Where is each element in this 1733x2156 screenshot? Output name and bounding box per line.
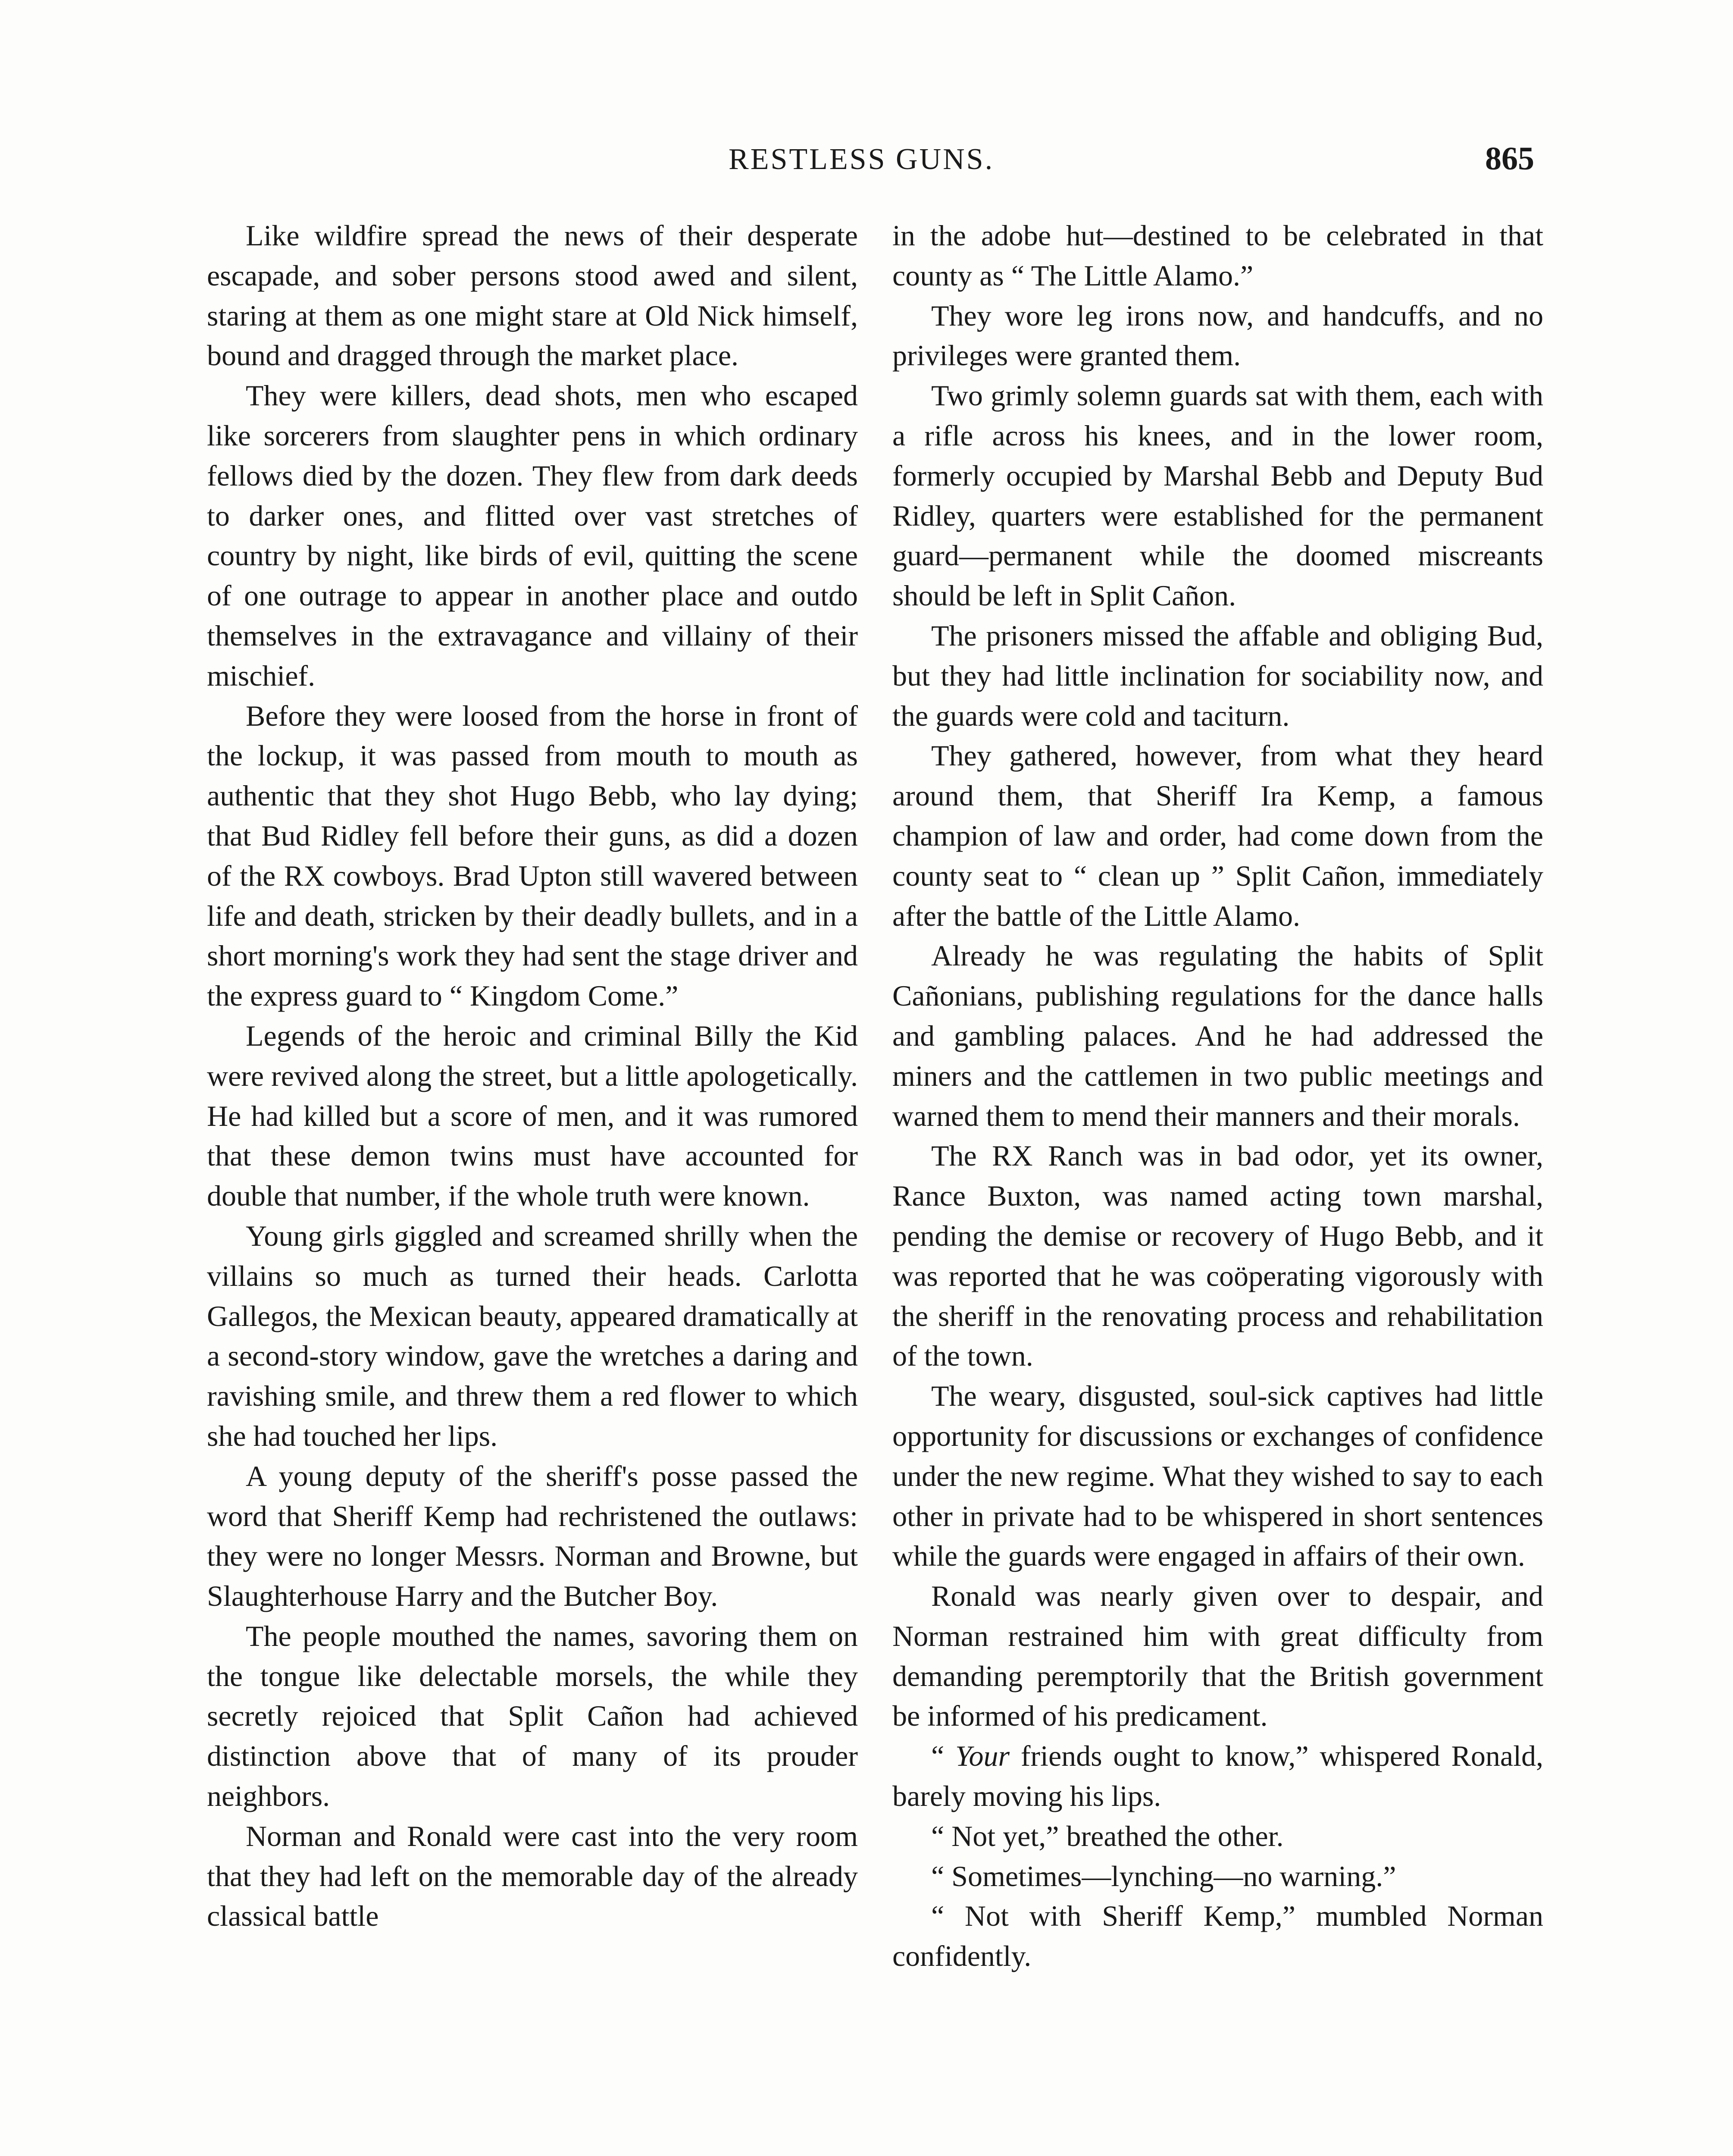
paragraph: Already he was regulating the habits of Split Cañonians, publishing regulations for the dance halls and gambling palaces. And he had addressed the miners and the cattlemen in two public meetings and warned them to mend their manners and their morals. <box>892 939 1543 1132</box>
paragraph: The people mouthed the names, savoring them on the tongue like delectable morsels, the while they secretly rejoiced that Split Cañon had achieved distinction above that of many of its prouder neighbors. <box>207 1619 858 1813</box>
paragraph: Two grimly solemn guards sat with them, each with a rifle across his knees, and in the lower room, formerly occupied by Marshal Bebb and Deputy Bud Ridley, quarters were established for the permanent guard—permanent while the doomed miscreants should be left in Split Cañon. <box>892 379 1543 612</box>
dialogue-line: “ Not with Sheriff Kemp,” mumbled Norman confidently. <box>892 1899 1543 1973</box>
page-number: 865 <box>1485 141 1534 177</box>
left-column <box>207 216 858 1936</box>
paragraph: Before they were loosed from the horse in front of the lockup, it was passed from mouth to mouth as authentic that they shot Hugo Bebb, who lay dying; that Bud Ridley fell before their guns, as did a dozen of the RX cowboys. Brad Upton still wavered between life and death, stricken by their deadly bullets, and in a short morning's work they had sent the stage driver and the express guard to “ Kingdom Come.” <box>207 699 858 1012</box>
dialogue-line: “ Not yet,” breathed the other. <box>931 1819 1284 1852</box>
paragraph: in the adobe hut—destined to be celebrated in that county as “ The Little Alamo.” <box>892 219 1543 292</box>
paragraph: The weary, disgusted, soul-sick captives had little opportunity for discussions or exchanges of confidence under the new regime. What they wished to say to each other in private had to be whispered in short sentences while the guards were engaged in affairs of their own. <box>892 1379 1543 1573</box>
dialogue-line: “ Sometimes—lynching—no warning.” <box>931 1859 1396 1893</box>
paragraph: A young deputy of the sheriff's posse passed the word that Sheriff Kemp had rechristened the outlaws: they were no longer Messrs. Norman and Browne, but Slaughterhouse Harry and the Butcher Boy. <box>207 1459 858 1613</box>
dialogue-line <box>892 1736 1543 1816</box>
paragraph: The RX Ranch was in bad odor, yet its owner, Rance Buxton, was named acting town marshal, pending the demise or recovery of Hugo Bebb, and it was reported that he was coöperating vigorously with the sheriff in the renovating process and rehabilitation of the town. <box>892 1139 1543 1373</box>
dialogue-text: friends ought to know,” whispered Ronald, barely moving his lips. <box>892 1739 1543 1813</box>
paragraph: Young girls giggled and screamed shrilly when the villains so much as turned their heads. Carlotta Gallegos, the Mexican beauty, appeared dramatically at a second-story window, gave the wretches a daring and ravishing smile, and threw them a red flower to which she had touched her lips. <box>207 1219 858 1452</box>
right-column <box>892 216 1543 1976</box>
paragraph: They were killers, dead shots, men who escaped like sorcerers from slaughter pens in which ordinary fellows died by the dozen. They flew from dark deeds to darker ones, and flitted over vast stretches of country by night, like birds of evil, quitting the scene of one outrage to appear in another place and outdo themselves in the extravagance and villainy of their mischief. <box>207 379 858 692</box>
running-title: RESTLESS GUNS. <box>729 143 995 176</box>
paragraph: Legends of the heroic and criminal Billy the Kid were revived along the street, but a little apologetically. He had killed but a score of men, and it was rumored that these demon twins must have accounted for double that number, if the whole truth were known. <box>207 1019 858 1213</box>
paragraph: Norman and Ronald were cast into the very room that they had left on the memorable day of the already classical battle <box>207 1819 858 1933</box>
emphasized-word: Your <box>955 1739 1010 1773</box>
paragraph: The prisoners missed the affable and obliging Bud, but they had little inclination for sociability now, and the guards were cold and taciturn. <box>892 619 1543 732</box>
paragraph: Like wildfire spread the news of their desperate escapade, and sober persons stood awed and silent, staring at them as one might stare at Old Nick himself, bound and dragged through the market place. <box>207 219 858 372</box>
quote-open: “ <box>931 1739 955 1773</box>
paragraph: They wore leg irons now, and handcuffs, and no privileges were granted them. <box>892 299 1543 372</box>
paragraph: They gathered, however, from what they heard around them, that Sheriff Ira Kemp, a famous champion of law and order, had come down from the county seat to “ clean up ” Split Cañon, immediately after the battle of the Little Alamo. <box>892 739 1543 932</box>
paragraph: Ronald was nearly given over to despair, and Norman restrained him with great difficulty from demanding peremptorily that the British government be informed of his predicament. <box>892 1579 1543 1733</box>
